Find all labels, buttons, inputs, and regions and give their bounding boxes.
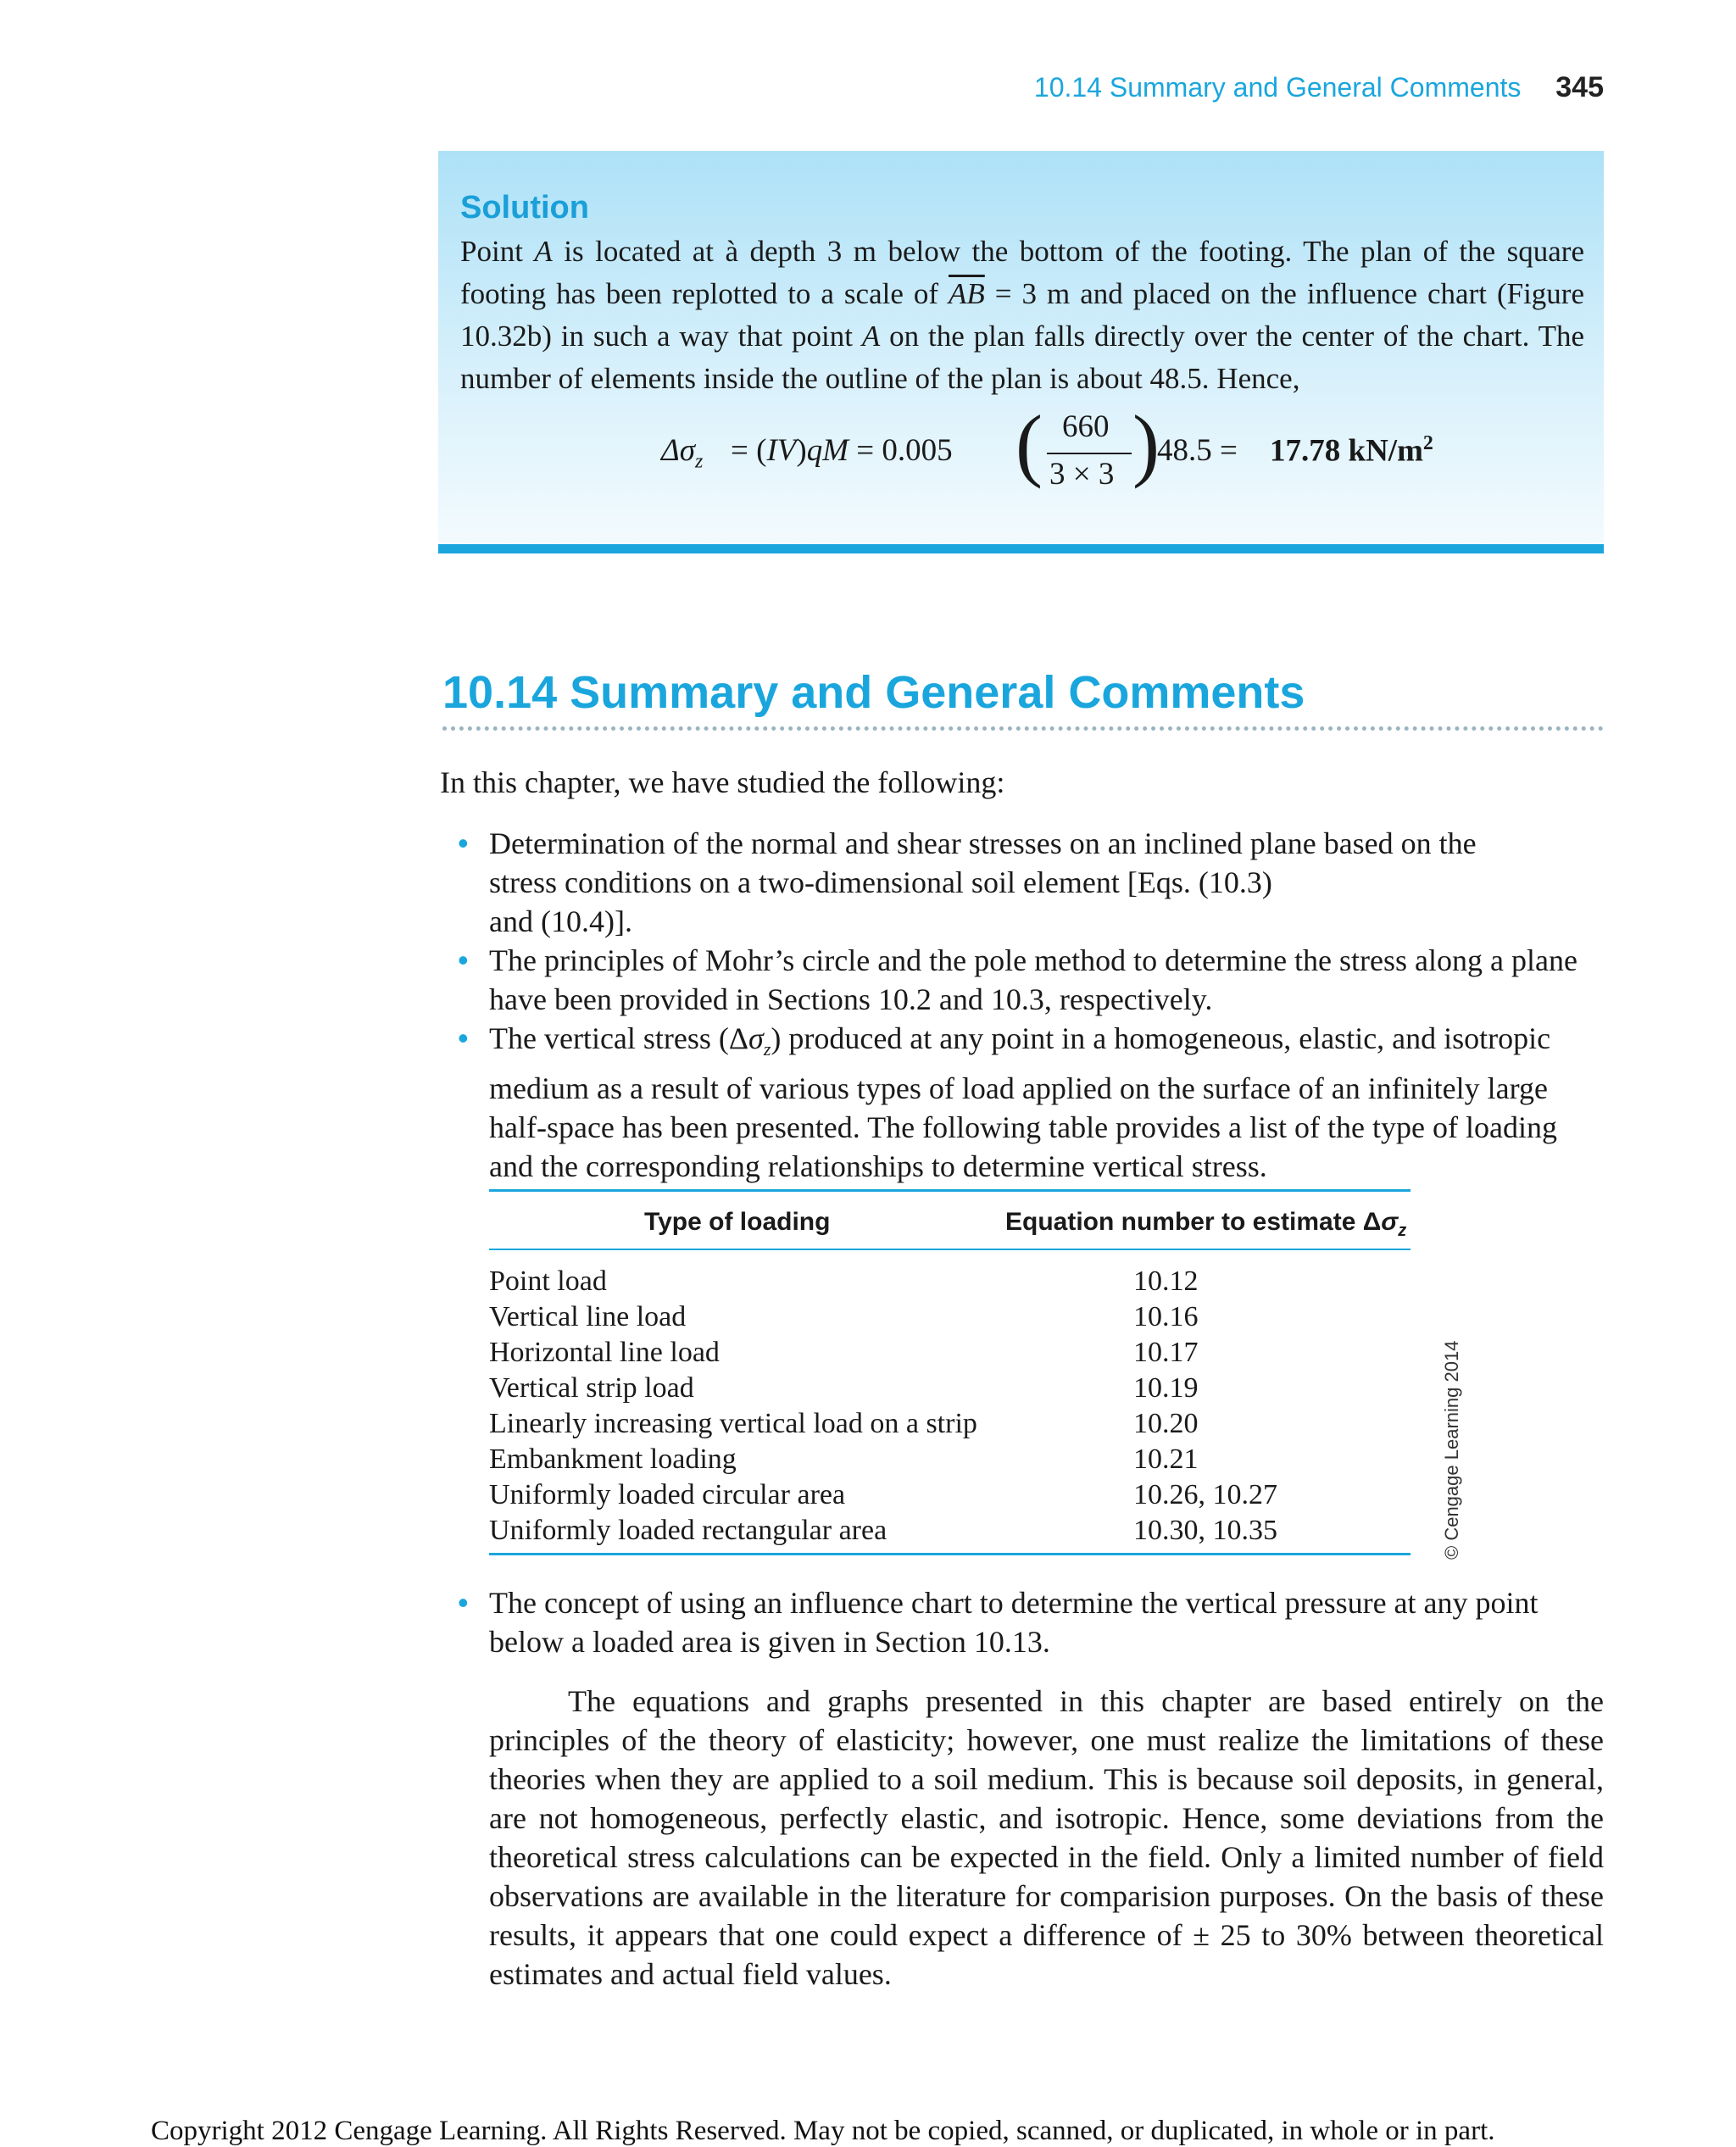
solution-title: Solution (460, 190, 589, 225)
table-row: Uniformly loaded rectangular area 10.30, 10.35 (489, 1515, 1277, 1546)
summary-bullets (458, 824, 1594, 1186)
intro-text: In this chapter, we have studied the following: (440, 765, 1005, 799)
eq-right-paren: ) (1132, 398, 1160, 489)
list-item: • Determination of the normal and shear stresses on an inclined plane based on the stress conditions on a two-dimensional soil element [Eqs. (10.3) and (10.4)]. (458, 826, 1477, 938)
page-number: 345 (1555, 71, 1604, 103)
eq-mid: = (IV)qM = 0.005 (731, 433, 953, 468)
equation: $\Delta\sigma_z$ = (IV)qM = 0.005 ( 660 3 × 3 ) 48.5 = 17.78 $kN/m^2$ (661, 398, 1433, 492)
solution-bottom-rule (438, 544, 1604, 553)
copyright-credit: © Cengage Learning 2014 (1441, 1340, 1462, 1560)
summary-bullets-continued (458, 1583, 1594, 1661)
eq-numerator: 660 (1062, 409, 1110, 444)
footer-copyright: Copyright 2012 Cengage Learning. All Rights Reserved. May not be copied, scanned, or duplicated, in whole or in part. (151, 2116, 1495, 2146)
bullet-icon: • (458, 826, 469, 860)
eq-fraction-bar (1047, 453, 1132, 454)
section-heading: 10.14 Summary and General Comments (442, 667, 1305, 718)
list-item: • The principles of Mohr’s circle and the pole method to determine the stress along a plane have been provided in Sections 10.2 and 10.3, respectively. (458, 943, 1577, 1016)
running-head (1034, 71, 1604, 104)
bullet-icon: • (458, 1021, 469, 1055)
table-row: Point load 10.12 (489, 1265, 1199, 1297)
closing-paragraph: The equations and graphs presented in this chapter are based entirely on the principles of the theory of elasticity; however, one must realize the limitations of these theories when they are applied to a soil medium. This is because soil deposits, in general, are not homogeneous, perfectly elastic, and isotropic. Hence, some deviations from the theoretical stress calculations can be expected in the field. Only a limited number of field observations are available in the literature for comparision purposes. On the basis of these results, it appears that one could expect a difference of ± 25 to 30% between theoretical estimates and actual field values. (489, 1684, 1604, 1991)
table-bottom-rule (489, 1553, 1410, 1555)
eq-after: 48.5 = (1157, 433, 1238, 468)
table-header-type: Type of loading (644, 1208, 831, 1236)
eq-lhs: Δσ (661, 433, 695, 468)
eq-result: 17.78 $kN/m^2$ (1270, 432, 1433, 469)
running-head-section: 10.14 Summary and General Comments (1033, 72, 1522, 103)
solution-text: Point A is located at à depth 3 m below the bottom of the footing. The plan of the square footing has been replotted to a scale of $\overline{AB} = 3$ m and placed on the influence chart (Figure 10.32b) in such a way that point A on the plan falls directly over the center of the chart. The number of elements inside the outline of the plan is about 48.5. Hence, (460, 235, 1585, 395)
table-row: Vertical strip load 10.19 (489, 1372, 1199, 1404)
list-item: • The concept of using an influence chart to determine the vertical pressure at any point below a loaded area is given in Section 10.13. (458, 1585, 1538, 1659)
table-header-equation: Equation number to estimate $\Delta\sigma_z$ (1005, 1208, 1407, 1240)
list-item: • The vertical stress $(\Delta\sigma_z)$ produced at any point in a homogeneous, elastic, and isotropic medium as a result of various types of load applied on the surface of an infinitely large half-space has been presented. The following table provides a list of the type of loading and the corresponding relationships to determine vertical stress. (458, 1021, 1557, 1184)
bullet-icon: • (458, 1585, 469, 1620)
table-header-rule (489, 1249, 1410, 1250)
table-top-rule (489, 1189, 1410, 1192)
eq-denominator: 3 × 3 (1049, 457, 1115, 492)
bullet-icon: • (458, 943, 469, 977)
eq-left-paren: ( (1015, 398, 1043, 489)
table-row: Vertical line load 10.16 (489, 1301, 1199, 1332)
table-row: Uniformly loaded circular area 10.26, 10.27 (489, 1479, 1277, 1510)
heading-dotted-rule (442, 726, 1604, 731)
table-row: Linearly increasing vertical load on a strip 10.20 (489, 1408, 1199, 1439)
table-row: Horizontal line load 10.17 (489, 1337, 1199, 1368)
table-body (489, 1264, 1410, 1549)
table-row: Embankment loading 10.21 (489, 1443, 1199, 1475)
